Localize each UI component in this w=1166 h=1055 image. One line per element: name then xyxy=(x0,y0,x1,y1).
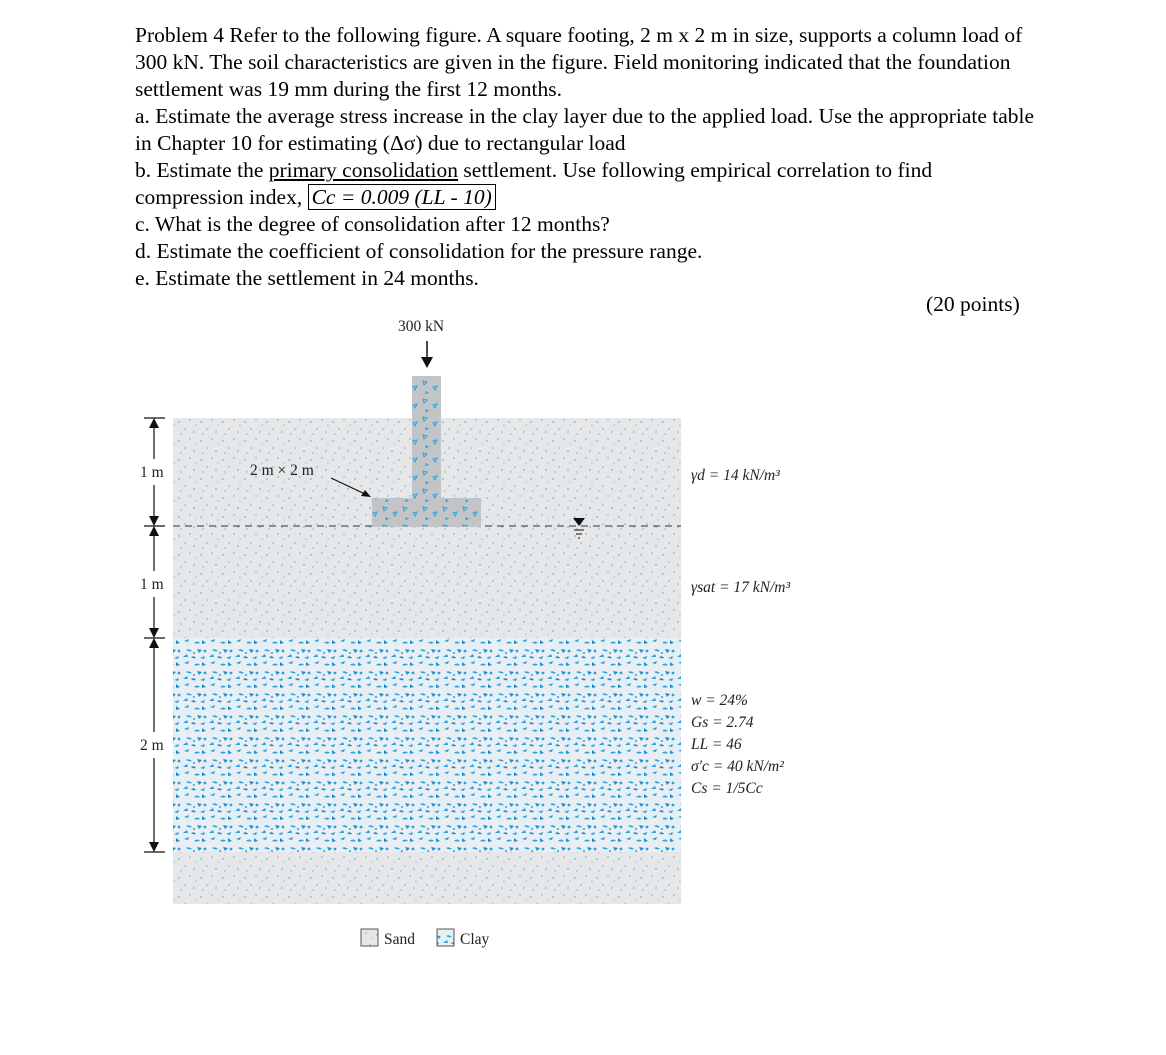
legend-sand-swatch xyxy=(361,929,378,946)
legend xyxy=(361,929,490,948)
problem-intro: Problem 4 Refer to the following figure. A square footing, 2 m x 2 m in size, supports a column load of 300 kN. The soil characteristics are given in the figure. Field monitoring indicated that the foundation settlement was 19 mm during the first 12 months. xyxy=(135,23,1023,101)
points-label: (20 points) xyxy=(926,292,1020,316)
clay-sigma-c-label: σ′c = 40 kN/m² xyxy=(691,758,784,775)
clay-layer xyxy=(173,638,681,852)
legend-clay-swatch xyxy=(437,929,454,946)
clay-ll-label: LL = 46 xyxy=(691,736,742,753)
load-label: 300 kN xyxy=(398,318,445,335)
load-arrow-icon xyxy=(421,341,433,368)
clay-cs-label: Cs = 1/5Cc xyxy=(691,780,763,797)
sand-layer-bottom xyxy=(173,852,681,904)
gamma-sat-label: γsat = 17 kN/m³ xyxy=(691,579,791,596)
part-a: a. Estimate the average stress increase in the clay layer due to the applied load. Use the appropriate table in Chapter 10 for estimating (Δσ) due to rectangular load xyxy=(135,104,1035,155)
part-b-underlined: primary consolidation xyxy=(268,158,459,182)
cc-formula: Cc = 0.009 (LL - 10) xyxy=(308,184,496,210)
footing-size-label: 2 m × 2 m xyxy=(250,462,314,479)
dim-layer3-label: 2 m xyxy=(140,737,164,754)
dimension-lines xyxy=(144,418,165,852)
clay-w-label: w = 24% xyxy=(691,692,748,709)
dim-layer1-label: 1 m xyxy=(140,464,164,481)
dim-layer2-label: 1 m xyxy=(140,576,164,593)
legend-sand-label: Sand xyxy=(384,931,415,948)
part-e: e. Estimate the settlement in 24 months. xyxy=(135,266,479,290)
sand-layer-saturated xyxy=(173,526,681,638)
part-b-prefix: b. Estimate the xyxy=(135,158,269,182)
clay-gs-label: Gs = 2.74 xyxy=(691,714,754,731)
gamma-d-label: γd = 14 kN/m³ xyxy=(691,467,780,484)
legend-clay-label: Clay xyxy=(460,931,490,948)
part-d: d. Estimate the coefficient of consolidation for the pressure range. xyxy=(135,239,703,263)
part-b-rest: settlement. Use following empirical correlation to find compression index, xyxy=(135,158,933,209)
part-c: c. What is the degree of consolidation after 12 months? xyxy=(135,212,610,236)
